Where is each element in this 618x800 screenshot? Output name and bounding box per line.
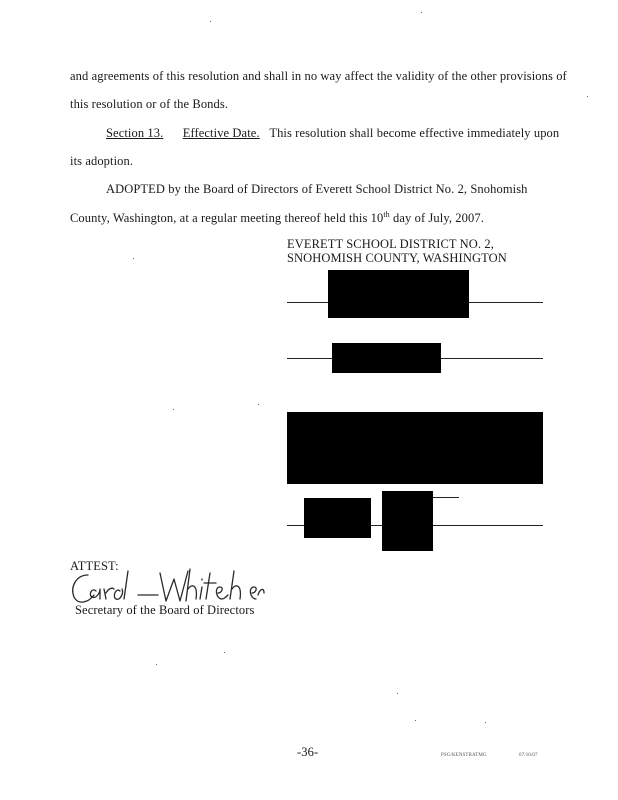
scan-speck — [397, 693, 398, 694]
section-13-continuation: its adoption. — [70, 154, 134, 168]
section-text: This resolution shall become effective immediately upon — [269, 126, 560, 140]
scan-speck — [224, 652, 225, 653]
attest-title: Secretary of the Board of Directors — [75, 603, 255, 617]
body-line-2: this resolution or of the Bonds. — [70, 97, 229, 111]
body-line-1: and agreements of this resolution and shall in no way affect the validity of the other provisions of — [70, 69, 567, 83]
adopted-line-1: ADOPTED by the Board of Directors of Everett School District No. 2, Snohomish — [106, 182, 528, 196]
redaction-block-2 — [332, 343, 441, 373]
document-date-code: 07/16/07 — [519, 753, 538, 758]
district-name-line: EVERETT SCHOOL DISTRICT NO. 2, — [287, 237, 494, 251]
scan-speck — [415, 720, 416, 721]
redaction-block-1 — [328, 270, 469, 318]
section-heading: Effective Date. — [182, 126, 260, 140]
section-number: Section 13. — [106, 126, 164, 140]
scan-speck — [421, 12, 422, 13]
district-county-line: SNOHOMISH COUNTY, WASHINGTON — [287, 251, 507, 265]
scan-speck — [587, 96, 588, 97]
scan-speck — [156, 664, 157, 665]
adopted-line-2-text: County, Washington, at a regular meeting thereof held this 10 — [70, 211, 384, 226]
document-code: PSG/KENSTRATMG — [441, 753, 487, 758]
attest-label: ATTEST: — [70, 559, 119, 573]
page-number: -36- — [297, 745, 319, 759]
scan-speck — [485, 722, 486, 723]
scan-speck — [258, 404, 259, 405]
section-13-line — [106, 126, 559, 141]
redaction-block-3 — [287, 412, 543, 484]
scan-speck — [210, 21, 211, 22]
scan-speck — [133, 258, 134, 259]
redaction-block-4 — [304, 498, 371, 538]
adopted-line-2 — [70, 210, 484, 226]
adopted-line-2-end: day of July, 2007. — [389, 211, 484, 226]
adopted-date-suffix: th — [383, 210, 390, 219]
redaction-block-5 — [382, 491, 433, 551]
scan-speck — [173, 409, 174, 410]
